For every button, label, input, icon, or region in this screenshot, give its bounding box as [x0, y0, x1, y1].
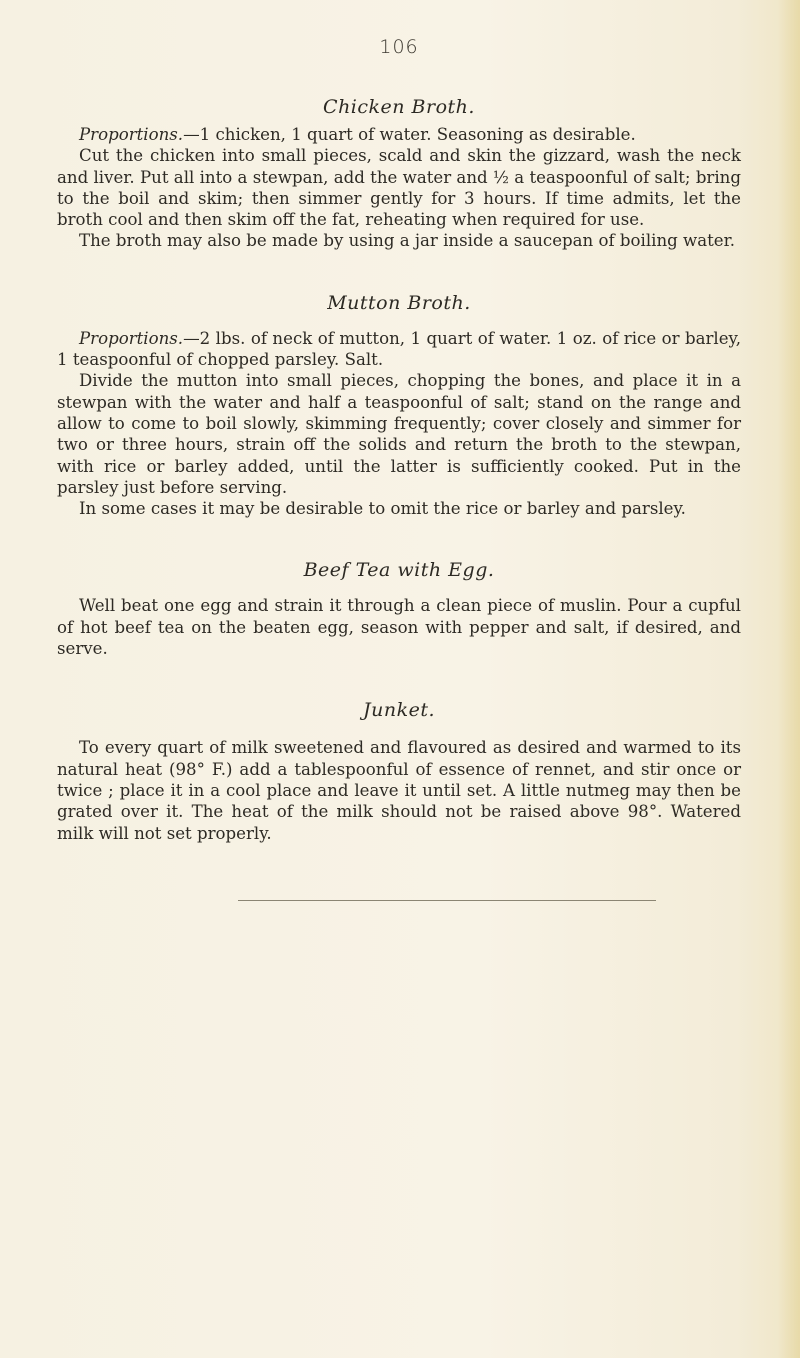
paragraph-mutton-note: In some cases it may be desirable to omit the rice or barley and parsley.	[79, 499, 686, 519]
paragraph-text: —2 lbs. of neck of mutton, 1 quart of water. 1 oz. of rice or barley, 1 teaspoonful of chopped parsley. Salt.	[57, 328, 741, 370]
section-title-mutton-broth: Mutton Broth.	[327, 291, 471, 314]
page-content	[57, 36, 741, 844]
paragraph-beef-tea-method: Well beat one egg and strain it through a clean piece of muslin. Pour a cupful of hot beef tea on the beaten egg, season with pepper and salt, if desired, and serve.	[57, 596, 741, 659]
paragraph-lead: Proportions.	[79, 125, 184, 144]
paragraph-mutton-method: Divide the mutton into small pieces, chopping the bones, and place it in a stewpan with the water and half a teaspoonful of salt; stand on the range and allow to come to boil slowly, skimming frequently; cover closely and simmer for two or three hours, strain off the solids and return the broth to the stewpan, with rice or barley added, until the latter is sufficiently cooked. Put in the parsley just before serving.	[57, 371, 741, 497]
paragraph-chicken-method: Cut the chicken into small pieces, scald and skin the gizzard, wash the neck and liver. Put all into a stewpan, add the water and ½ a teaspoonful of salt; bring to the boil and skim; then simmer gently for 3 hours. If time admits, let the broth cool and then skim off the fat, reheating when required for use.	[57, 146, 741, 230]
end-rule	[238, 900, 656, 901]
page-edge-shading	[778, 0, 800, 1358]
section-title-junket: Junket.	[362, 699, 436, 722]
page-number: 106	[379, 36, 419, 58]
paragraph-junket-method: To every quart of milk sweetened and flavoured as desired and warmed to its natural heat (98° F.) add a tablespoonful of essence of rennet, and stir once or twice ; place it in a cool place and leave it until set. A little nutmeg may then be grated over it. The heat of the milk should not be raised above 98°. Watered milk will not set properly.	[57, 738, 741, 843]
section-title-chicken-broth: Chicken Broth.	[323, 96, 475, 118]
section-title-beef-tea: Beef Tea with Egg.	[303, 559, 495, 582]
paragraph-chicken-alternative: The broth may also be made by using a jar inside a saucepan of boiling water.	[79, 231, 736, 251]
paragraph-text: —1 chicken, 1 quart of water. Seasoning as desirable.	[183, 125, 636, 144]
paragraph-mutton-proportions	[57, 328, 741, 371]
paragraph-chicken-proportions	[57, 124, 741, 145]
paragraph-lead: Proportions.	[79, 328, 184, 348]
